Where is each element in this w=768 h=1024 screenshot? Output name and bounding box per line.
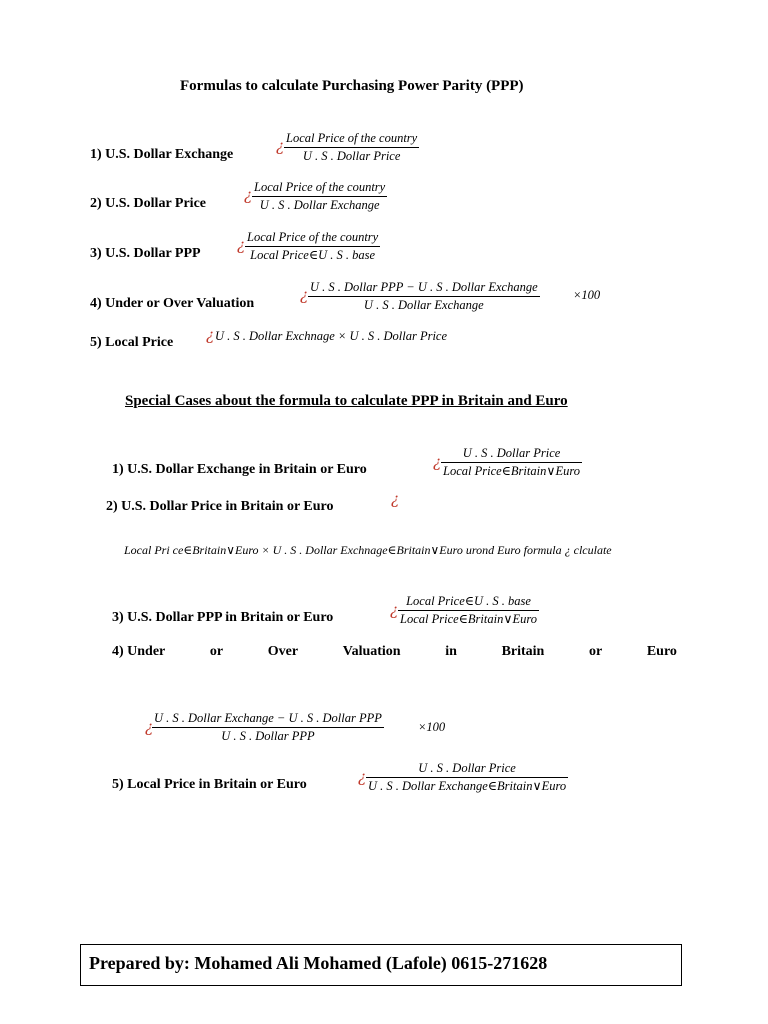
special-cases-title: Special Cases about the formula to calculate PPP in Britain and Euro bbox=[125, 393, 568, 409]
special-4-word: or bbox=[209, 644, 224, 659]
special-2-glyph: ¿ bbox=[391, 490, 400, 508]
formula-4-denominator: U . S . Dollar Exchange bbox=[363, 298, 484, 312]
formula-2-glyph: ¿ bbox=[244, 186, 253, 204]
special-5-fraction bbox=[366, 760, 568, 795]
formula-3-numerator: Local Price of the country bbox=[247, 230, 379, 244]
formula-4-fraction bbox=[308, 279, 540, 314]
formula-3-label: 3) U.S. Dollar PPP bbox=[90, 246, 201, 261]
special-3-glyph: ¿ bbox=[390, 601, 399, 619]
formula-4-times-100: ×100 bbox=[573, 288, 601, 302]
formula-4-glyph: ¿ bbox=[300, 286, 309, 304]
formula-1-fraction bbox=[284, 130, 419, 165]
special-4-word: 4) Under bbox=[112, 644, 166, 659]
special-4-numerator: U . S . Dollar Exchange − U . S . Dollar PPP bbox=[154, 711, 382, 725]
special-3-denominator: Local Price∈Britain∨Euro bbox=[400, 612, 538, 626]
special-3-label: 3) U.S. Dollar PPP in Britain or Euro bbox=[112, 610, 334, 625]
special-4-glyph: ¿ bbox=[145, 718, 154, 736]
special-4-times-100: ×100 bbox=[418, 720, 446, 734]
special-2-label: 2) U.S. Dollar Price in Britain or Euro bbox=[106, 499, 334, 514]
formula-1-denominator: U . S . Dollar Price bbox=[302, 149, 401, 163]
special-1-numerator: U . S . Dollar Price bbox=[462, 446, 561, 460]
footer-box bbox=[80, 944, 682, 986]
formula-3-glyph: ¿ bbox=[237, 236, 246, 254]
special-5-numerator: U . S . Dollar Price bbox=[418, 761, 516, 775]
special-3-fraction bbox=[398, 593, 539, 628]
special-5-denominator: U . S . Dollar Exchange∈Britain∨Euro bbox=[368, 779, 567, 793]
special-4-label bbox=[112, 644, 677, 660]
formula-2-denominator: U . S . Dollar Exchange bbox=[259, 198, 380, 212]
formula-5-glyph: ¿ bbox=[206, 326, 215, 344]
formula-4-numerator: U . S . Dollar PPP − U . S . Dollar Exchange bbox=[310, 280, 538, 294]
special-3-numerator: Local Price∈U . S . base bbox=[406, 594, 531, 608]
special-4-denominator: U . S . Dollar PPP bbox=[221, 729, 315, 743]
formula-5-expression: U . S . Dollar Exchnage × U . S . Dollar Price bbox=[215, 329, 448, 343]
page-title: Formulas to calculate Purchasing Power Parity (PPP) bbox=[180, 78, 524, 94]
special-2-expression: Local Pri ce∈Britain∨Euro × U . S . Dollar Exchnage∈Britain∨Euro urond Euro formula ¿ clculate bbox=[124, 543, 612, 557]
special-1-glyph: ¿ bbox=[433, 453, 442, 471]
special-4-word: or bbox=[588, 644, 603, 659]
special-5-glyph: ¿ bbox=[358, 768, 367, 786]
formula-1-numerator: Local Price of the country bbox=[286, 131, 418, 145]
special-4-word: Over bbox=[267, 644, 299, 659]
formula-2-numerator: Local Price of the country bbox=[254, 180, 386, 194]
formula-3-fraction bbox=[245, 229, 380, 264]
special-4-word: Euro bbox=[646, 644, 677, 659]
prepared-by: Prepared by: Mohamed Ali Mohamed (Lafole) 0615-271628 bbox=[89, 953, 548, 973]
formula-1-label: 1) U.S. Dollar Exchange bbox=[90, 147, 234, 162]
special-4-word: Valuation bbox=[342, 644, 401, 659]
special-1-label: 1) U.S. Dollar Exchange in Britain or Euro bbox=[112, 462, 367, 477]
formula-4-label: 4) Under or Over Valuation bbox=[90, 296, 255, 311]
formula-2-label: 2) U.S. Dollar Price bbox=[90, 196, 206, 211]
formula-2-fraction bbox=[252, 179, 387, 214]
formula-3-denominator: Local Price∈U . S . base bbox=[250, 248, 376, 262]
special-1-fraction bbox=[441, 445, 582, 480]
special-4-fraction bbox=[152, 710, 384, 745]
formula-5-label: 5) Local Price bbox=[90, 335, 174, 350]
special-5-label: 5) Local Price in Britain or Euro bbox=[112, 777, 307, 792]
formula-1-glyph: ¿ bbox=[276, 137, 285, 155]
special-1-denominator: Local Price∈Britain∨Euro bbox=[443, 464, 581, 478]
special-4-word: Britain bbox=[501, 644, 545, 659]
special-4-word: in bbox=[445, 644, 457, 659]
